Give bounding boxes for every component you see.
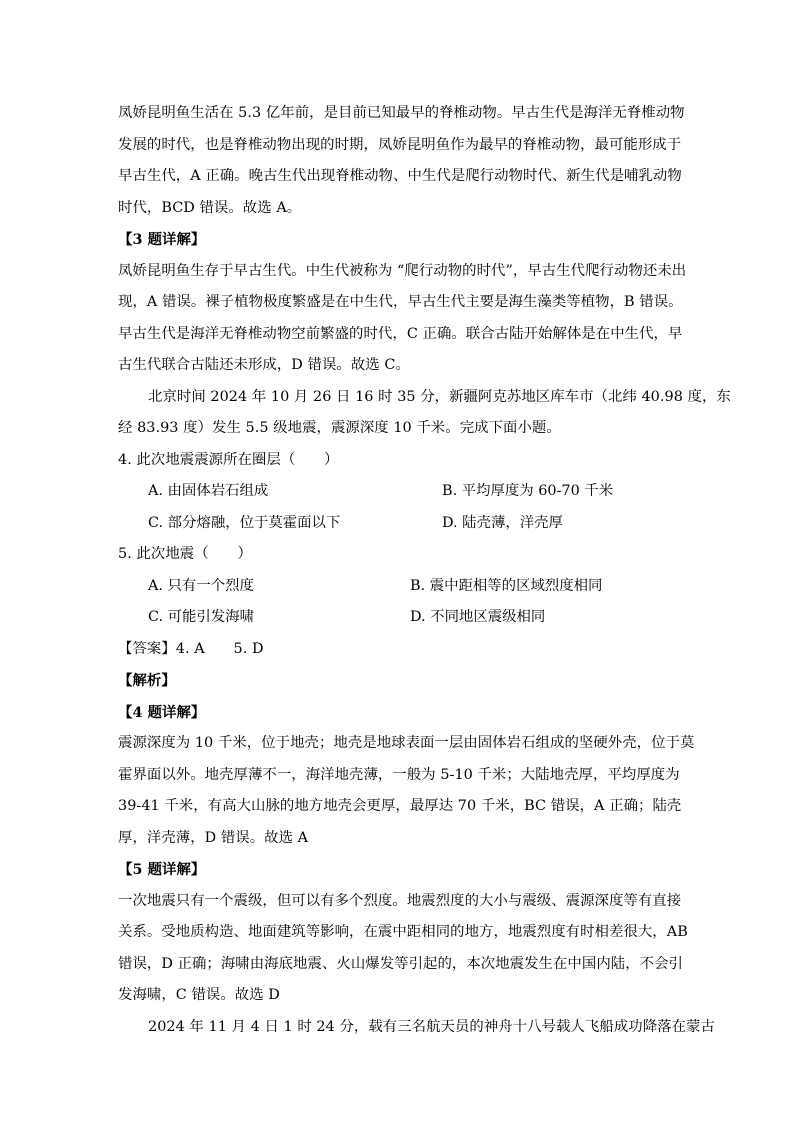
- text-line: 39-41 千米，有高大山脉的地方地壳会更厚，最厚达 70 千米，BC 错误，A 正确；陆壳: [118, 798, 682, 814]
- option-4b: B. 平均厚度为 60-70 千米: [442, 483, 614, 499]
- text-line: 早古生代，A 正确。晚古生代出现脊椎动物、中生代是爬行动物时代、新生代是哺乳动物: [118, 168, 682, 184]
- option-4d: D. 陆壳薄，洋壳厚: [442, 514, 563, 531]
- option-5c: C. 可能引发海啸: [148, 609, 254, 625]
- option-4a: A. 由固体岩石组成: [148, 483, 269, 499]
- section-heading-q5: 【5 题详解】: [118, 861, 206, 878]
- option-5b: B. 震中距相等的区域烈度相同: [410, 577, 603, 594]
- section-heading-q4: 【4 题详解】: [118, 703, 206, 721]
- question-4: 4. 此次地震震源所在圈层（ ）: [118, 451, 339, 468]
- options-row: [118, 508, 678, 540]
- text-line: 发海啸，C 错误。故选 D: [118, 987, 280, 1003]
- material-intro: 2024 年 11 月 4 日 1 时 24 分，载有三名航天员的神舟十八号载人飞船成功降落在蒙古: [148, 1018, 715, 1035]
- option-5a: A. 只有一个烈度: [148, 577, 254, 594]
- text-line: 发展的时代，也是脊椎动物出现的时期，凤娇昆明鱼作为最早的脊椎动物，最可能形成于: [118, 136, 682, 153]
- text-line: 震源深度为 10 千米，位于地壳；地壳是地球表面一层由固体岩石组成的坚硬外壳，位于莫: [118, 735, 695, 751]
- text-line: 早古生代是海洋无脊椎动物空前繁盛的时代，C 正确。联合古陆开始解体是在中生代，早: [118, 325, 683, 342]
- text-line: 现，A 错误。裸子植物极度繁盛是在中生代，早古生代主要是海生藻类等植物，B 错误。: [118, 294, 683, 310]
- text-line: 霍界面以外。地壳厚薄不一，海洋地壳薄，一般为 5-10 千米；大陆地壳厚，平均厚度为: [118, 766, 680, 783]
- text-line: 错误，D 正确；海啸由海底地震、火山爆发等引起的，本次地震发生在中国内陆，不会引: [118, 955, 683, 972]
- option-5d: D. 不同地区震级相同: [410, 609, 546, 625]
- question-5: 5. 此次地震（ ）: [118, 546, 252, 562]
- text-line: 凤娇昆明鱼生活在 5.3 亿年前，是目前已知最早的脊椎动物。早古生代是海洋无脊椎动物: [118, 105, 685, 121]
- section-heading-q3: 【3 题详解】: [118, 231, 206, 248]
- answer-line: 【答案】4. A 5. D: [118, 640, 264, 657]
- text-line: 一次地震只有一个震级，但可以有多个烈度。地震烈度的大小与震级、震源深度等有直接: [118, 892, 682, 909]
- text-line: 时代，BCD 错误。故选 A。: [118, 199, 302, 216]
- text-line: 古生代联合古陆还未形成，D 错误。故选 C。: [118, 357, 410, 373]
- text-line: 厚，洋壳薄，D 错误。故选 A: [118, 829, 309, 846]
- document-body: [118, 98, 731, 1043]
- options-row: [118, 476, 678, 508]
- text-line: 关系。受地质构造、地面建筑等影响，在震中距相同的地方，地震烈度有时相差很大，AB: [118, 924, 688, 940]
- options-row: [118, 571, 678, 603]
- text-line: 凤娇昆明鱼生存于早古生代。中生代被称为 “爬行动物的时代”，早古生代爬行动物还未出: [118, 262, 687, 279]
- material-intro: 北京时间 2024 年 10 月 26 日 16 时 35 分，新疆阿克苏地区库车市（北纬 40.98 度，东: [148, 388, 731, 405]
- options-row: [118, 602, 678, 634]
- option-4c: C. 部分熔融，位于莫霍面以下: [148, 514, 341, 531]
- analysis-heading: 【解析】: [118, 672, 176, 689]
- text-line: 经 83.93 度）发生 5.5 级地震，震源深度 10 千米。完成下面小题。: [118, 420, 561, 436]
